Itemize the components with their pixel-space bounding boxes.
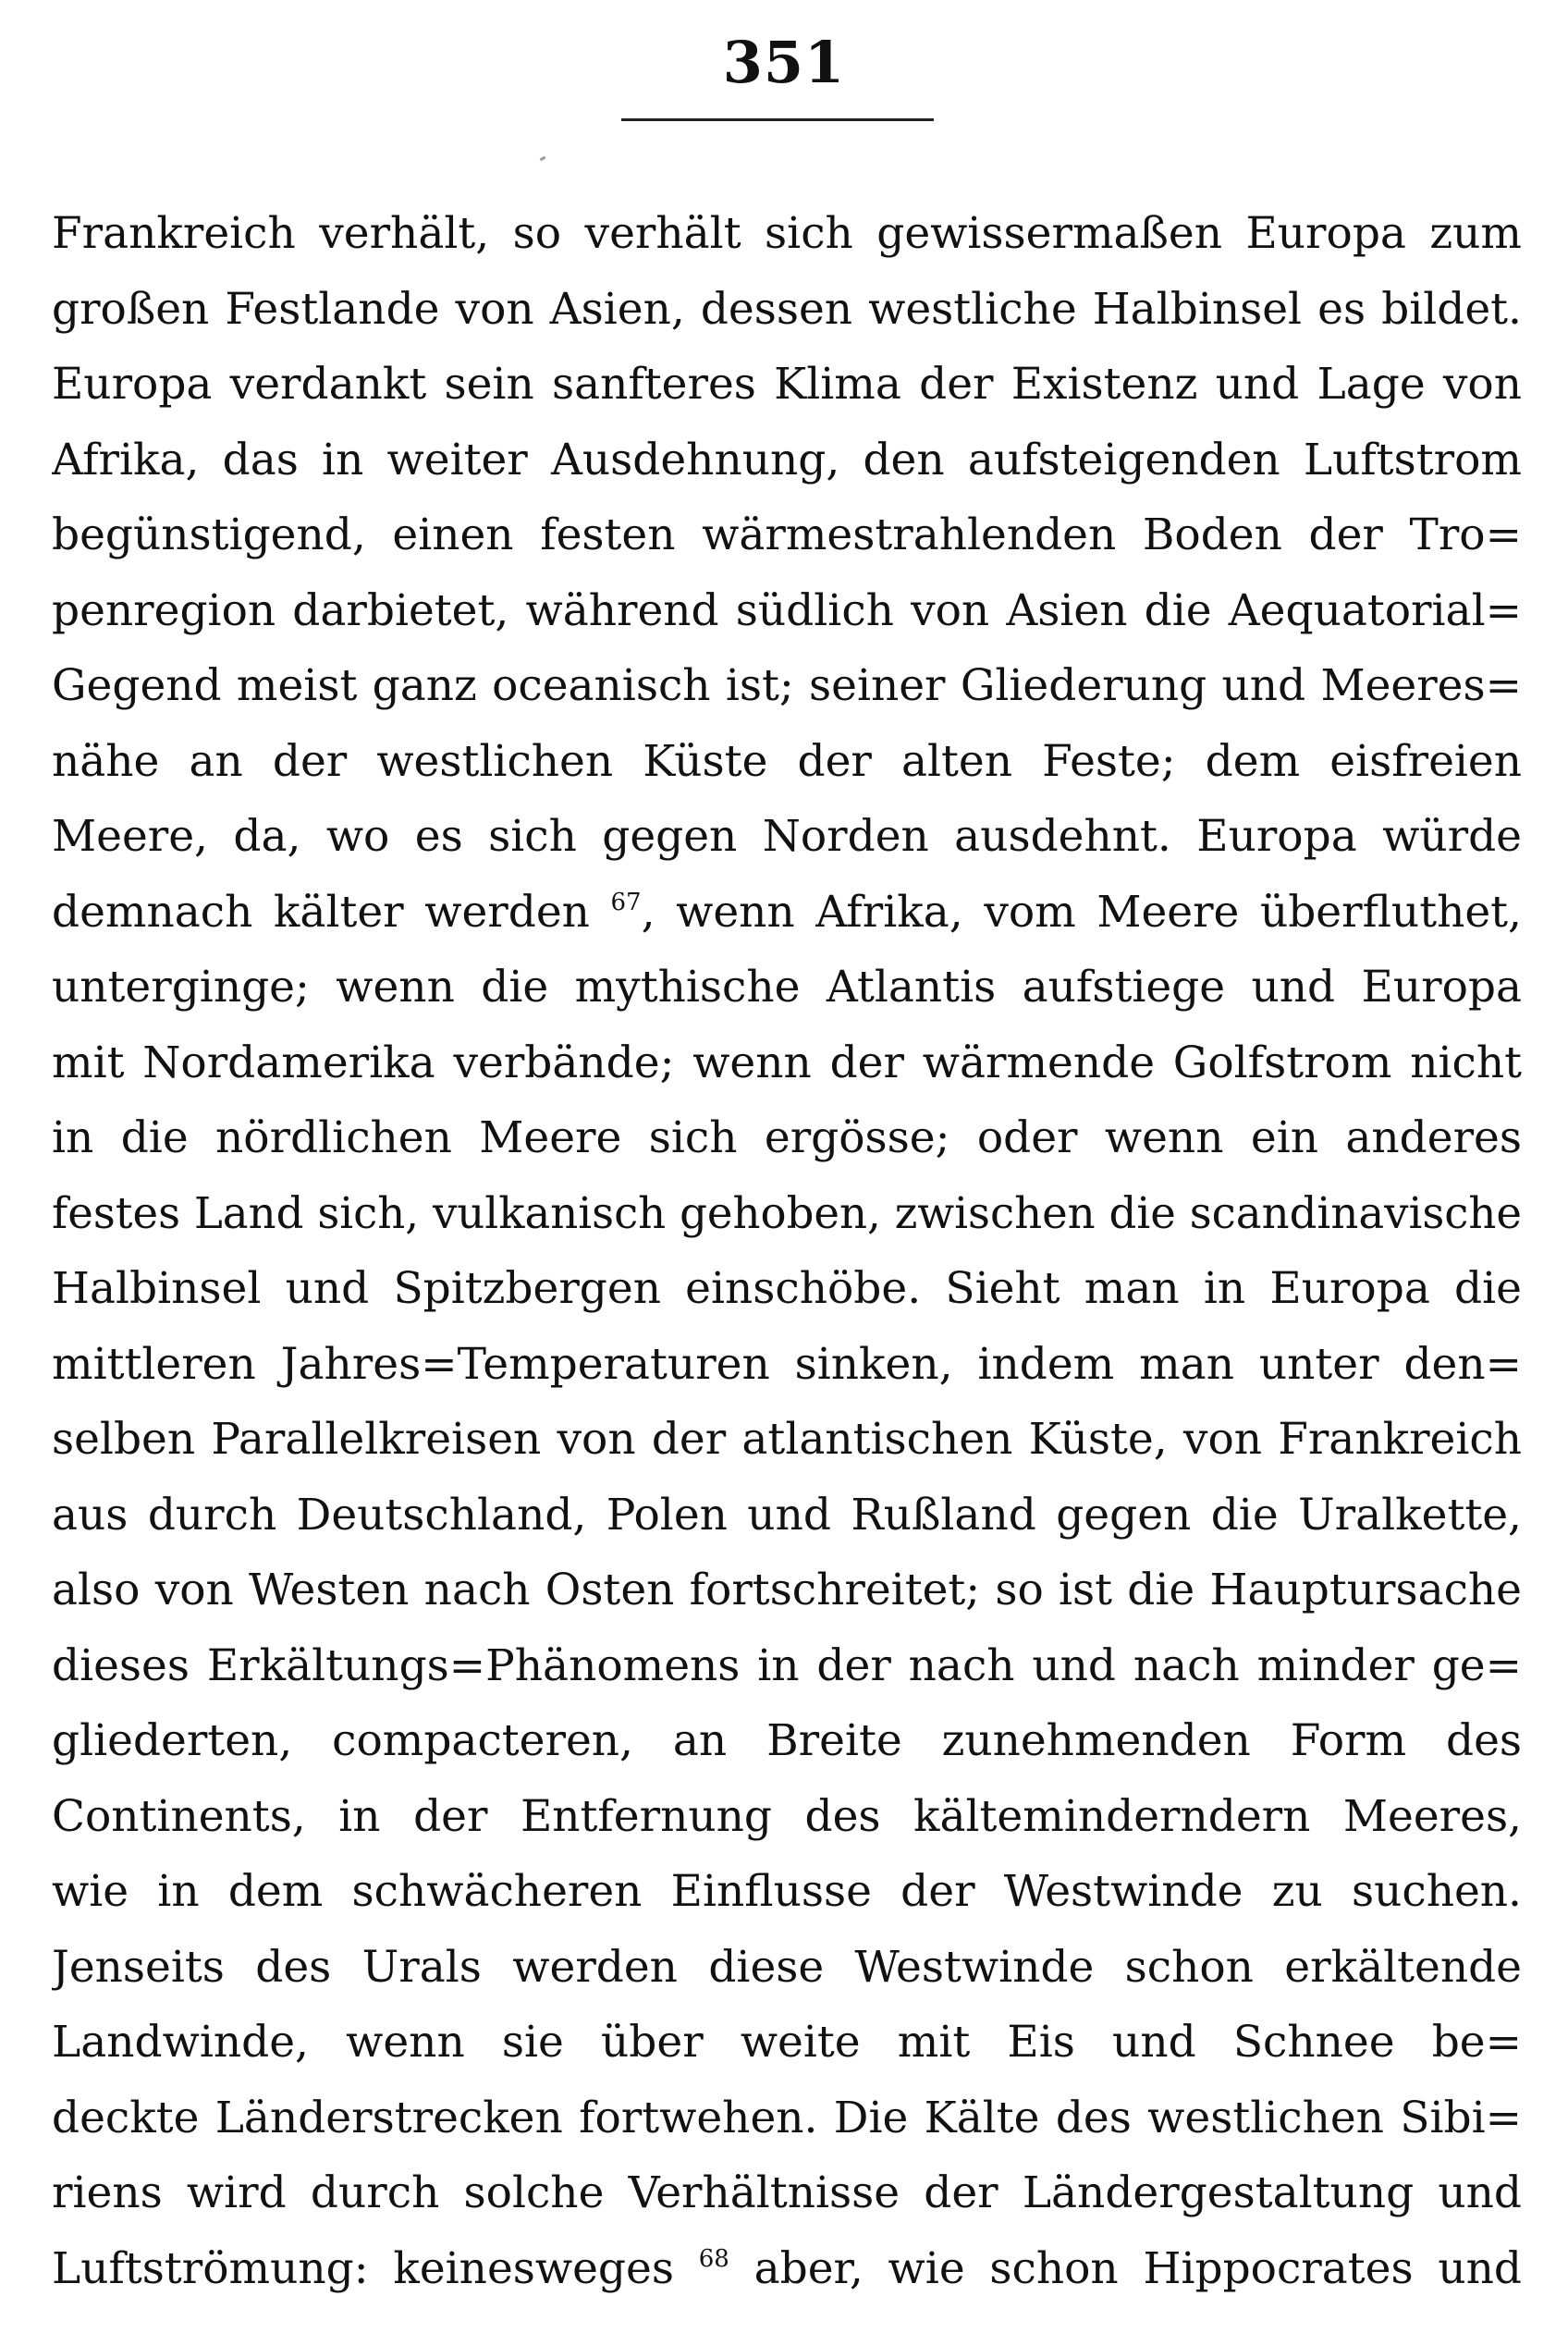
- text-line: Gegend meist ganz oceanisch ist; seiner Gliederung und Meeres=: [52, 660, 1522, 711]
- text-line: großen Festlande von Asien, dessen westliche Halbinsel es bildet.: [52, 283, 1522, 335]
- text-line: also von Westen nach Osten fortschreitet; so ist die Hauptursache: [52, 1565, 1522, 1615]
- text-line: festes Land sich, vulkanisch gehoben, zwischen die scandinavische: [52, 1187, 1522, 1238]
- text-line: mittleren Jahres=Temperaturen sinken, indem man unter den=: [52, 1338, 1522, 1390]
- text-line: Europa verdankt sein sanfteres Klima der Existenz und Lage von: [52, 359, 1522, 410]
- footnote-marker: 67: [610, 888, 642, 916]
- text-line: selben Parallelkreisen von der atlantischen Küste, von Frankreich: [52, 1414, 1522, 1465]
- text-line: Landwinde, wenn sie über weite mit Eis und Schnee be=: [52, 2017, 1522, 2068]
- text-line: wie in dem schwächeren Einflusse der Westwinde zu suchen.: [52, 1866, 1522, 1917]
- text-line: Continents, in der Entfernung des kälteminderndern Meeres,: [52, 1790, 1522, 1842]
- text-line: demnach kälter werden $^{67}$, wenn Afrika, vom Meere überfluthet,: [52, 886, 1522, 938]
- page-number: 351: [722, 29, 846, 96]
- text-line: Afrika, das in weiter Ausdehnung, den aufsteigenden Luftstrom: [52, 434, 1522, 485]
- text-line: gliederten, compacteren, an Breite zunehmenden Form des: [52, 1715, 1522, 1766]
- text-line: riens wird durch solche Verhältnisse der Ländergestaltung und: [52, 2167, 1522, 2218]
- text-line: Meere, da, wo es sich gegen Norden ausdehnt. Europa würde: [52, 811, 1522, 862]
- text-line: in die nördlichen Meere sich ergösse; oder wenn ein anderes: [52, 1112, 1522, 1163]
- text-line: deckte Länderstrecken fortwehen. Die Kälte des westlichen Sibi=: [52, 2092, 1522, 2143]
- text-line: unterginge; wenn die mythische Atlantis aufstiege und Europa: [52, 962, 1522, 1013]
- text-line: nähe an der westlichen Küste der alten Feste; dem eisfreien: [52, 735, 1522, 787]
- text-line: penregion darbietet, während südlich von Asien die Aequatorial=: [52, 584, 1522, 636]
- text-line: Luftströmung: keinesweges $^{68}$ aber, wie schon Hippocrates und: [52, 2242, 1522, 2294]
- print-speck: [540, 156, 546, 162]
- text-line: Jenseits des Urals werden diese Westwinde schon erkältende: [52, 1941, 1522, 1993]
- text-line: Frankreich verhält, so verhält sich gewissermaßen Europa zum: [52, 208, 1522, 259]
- text-line: begünstigend, einen festen wärmestrahlenden Boden der Tro=: [52, 510, 1522, 560]
- text-line: Halbinsel und Spitzbergen einschöbe. Sieht man in Europa die: [52, 1263, 1522, 1314]
- header-rule: [621, 118, 934, 121]
- footnote-marker: 68: [698, 2244, 729, 2273]
- text-line: aus durch Deutschland, Polen und Rußland gegen die Uralkette,: [52, 1489, 1522, 1541]
- text-line: dieses Erkältungs=Phänomens in der nach und nach minder ge=: [52, 1639, 1522, 1691]
- body-text: [52, 196, 1522, 2306]
- text-line: mit Nordamerika verbände; wenn der wärmende Golfstrom nicht: [52, 1037, 1522, 1088]
